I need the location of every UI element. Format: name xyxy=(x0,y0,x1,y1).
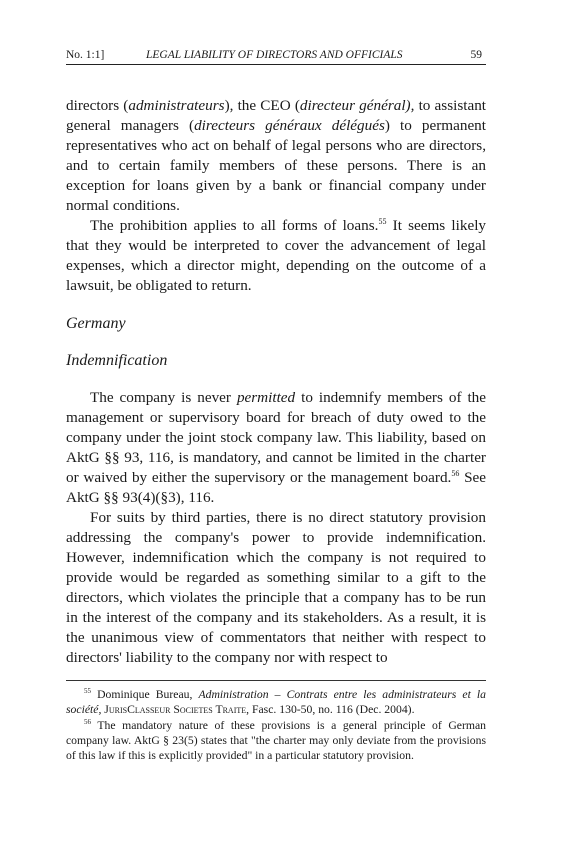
footnote-rule xyxy=(66,680,486,681)
header-rule xyxy=(66,64,486,65)
footnotes xyxy=(66,687,486,763)
running-title: LEGAL LIABILITY OF DIRECTORS AND OFFICIALS xyxy=(146,49,403,61)
footnote-55: $^{55}$ Dominique Bureau, Administration – Contrats entre les administrateurs et la société, JurisClasseur Societes Traite, Fasc. 130-50, no. 116 (Dec. 2004). xyxy=(66,687,486,717)
page-number: 59 xyxy=(470,49,482,61)
paragraph-3: The company is never permitted to indemnify members of the management or supervisory board for breach of duty owed to the company under the joint stock company law. This liability, based on AktG §§ 93, 116, is mandatory, and cannot be limited in the charter or waived by either the supervisory or the management board.$^{56}$ See AktG §§ 93(4)(§3), 116. xyxy=(66,389,487,506)
paragraph-1: directors (administrateurs), the CEO (directeur général), to assistant general managers (directeurs généraux délégués) to permanent representatives who act on behalf of legal persons who are directors, and to certain family members of these persons. There is an exception for loans given by a bank or financial company under normal conditions. xyxy=(66,97,487,214)
running-header xyxy=(66,49,486,65)
footnote-ref-55: 55 xyxy=(378,216,387,226)
footnote-56: $^{56}$ The mandatory nature of these provisions is a general principle of German company law. AktG § 23(5) states that "the charter may only deviate from the provisions of this law if this is explicitly provided" in a particular statutory provision. xyxy=(66,717,486,763)
paragraph-2: The prohibition applies to all forms of loans.$^{55}$ It seems likely that they would be interpreted to cover the advancement of legal expenses, which a director might, depending on the outcome of a lawsuit, be obligated to return. xyxy=(66,216,487,294)
footnote-ref-56: 56 xyxy=(451,468,460,478)
paragraph-4: For suits by third parties, there is no direct statutory provision addressing the company's power to provide indemnification. However, indemnification which the company is not required to provide would be regarded as something similar to a gift to the directors, which violates the principle that a company has to be run in the interest of the company and its stakeholders. As a result, it is the unanimous view of commentators that neither with respect to directors' liability to the company nor with respect to xyxy=(66,509,486,666)
subheading-indemnification: Indemnification xyxy=(66,352,168,369)
subheading-germany: Germany xyxy=(66,315,126,332)
volume-label: No. 1:1] xyxy=(66,49,105,61)
main-text xyxy=(66,96,486,668)
